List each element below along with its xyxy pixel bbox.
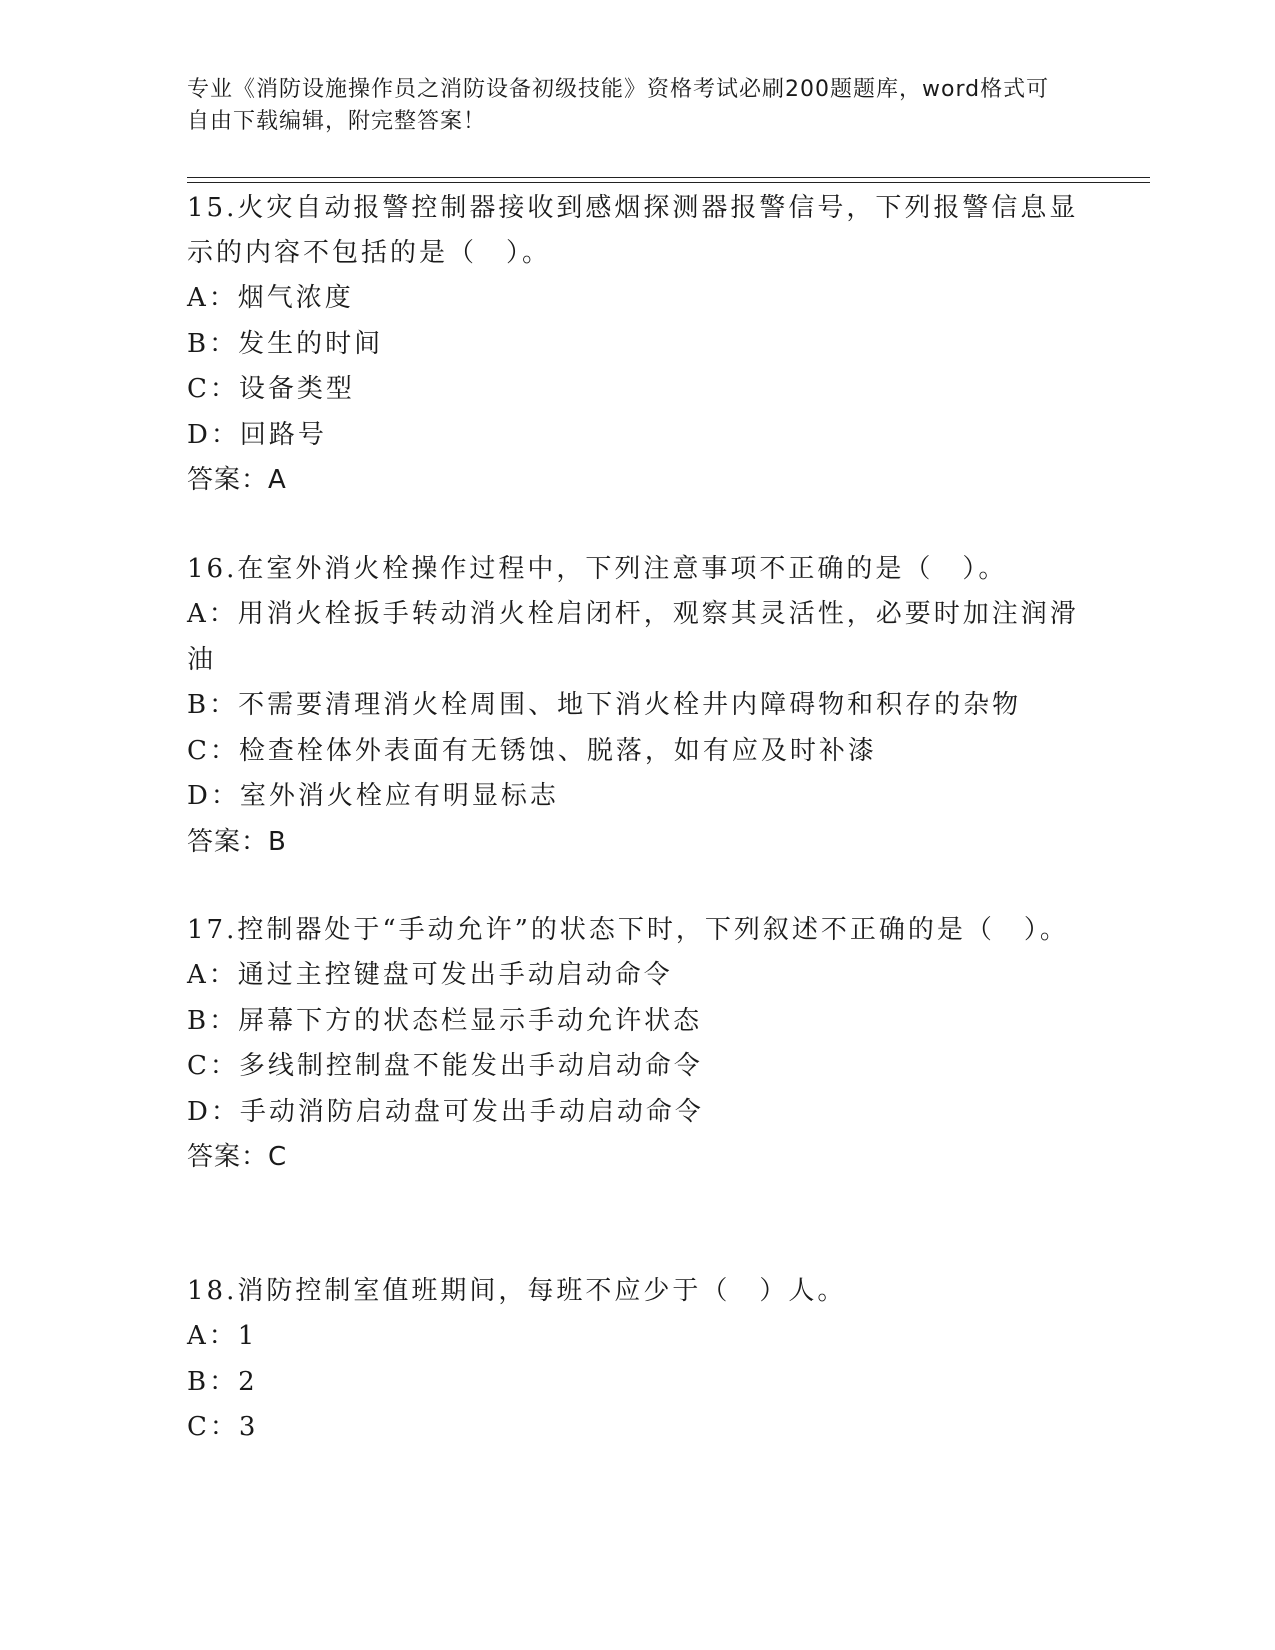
option-d: D：手动消防启动盘可发出手动启动命令 <box>187 1096 704 1127</box>
header-divider-bottom <box>187 182 1150 183</box>
question-stem: 18.消防控制室值班期间，每班不应少于（ ）人。 <box>187 1276 847 1306</box>
option-d: D：回路号 <box>187 419 327 450</box>
option-a: A：用消火栓扳手转动消火栓启闭杆，观察其灵活性，必要时加注润滑油 <box>187 599 1079 675</box>
question-17 <box>187 908 1087 1180</box>
option-c: C：设备类型 <box>187 374 355 404</box>
answer: 答案：A <box>187 465 287 495</box>
option-c: C：检查栓体外表面有无锈蚀、脱落，如有应及时补漆 <box>187 735 877 766</box>
option-b: B：屏幕下方的状态栏显示手动允许状态 <box>187 1005 703 1036</box>
option-c: C：多线制控制盘不能发出手动启动命令 <box>187 1051 703 1081</box>
option-b: B：不需要清理消火栓周围、地下消火栓井内障碍物和积存的杂物 <box>187 690 1022 720</box>
question-stem: 15.火灾自动报警控制器接收到感烟探测器报警信号，下列报警信息显示的内容不包括的是（ ）。 <box>187 193 1079 268</box>
option-a: A：1 <box>187 1321 258 1351</box>
question-16 <box>187 547 1087 865</box>
option-a: A：烟气浓度 <box>187 283 354 313</box>
option-b: B：2 <box>187 1366 258 1397</box>
option-a: A：通过主控键盘可发出手动启动命令 <box>187 960 673 990</box>
question-stem: 17.控制器处于“手动允许”的状态下时，下列叙述不正确的是（ ）。 <box>187 915 1069 945</box>
option-d: D：室外消火栓应有明显标志 <box>187 781 559 811</box>
answer: 答案：B <box>187 826 287 857</box>
question-18 <box>187 1269 1087 1451</box>
option-c: C：3 <box>187 1412 259 1442</box>
question-stem: 16.在室外消火栓操作过程中，下列注意事项不正确的是（ ）。 <box>187 554 1008 584</box>
option-b: B：发生的时间 <box>187 328 384 359</box>
answer: 答案：C <box>187 1142 288 1172</box>
header-divider-top <box>187 177 1150 178</box>
question-15 <box>187 186 1087 503</box>
document-header: 专业《消防设施操作员之消防设备初级技能》资格考试必刷200题题库，word格式可自由下载编辑，附完整答案！ <box>187 77 1050 134</box>
